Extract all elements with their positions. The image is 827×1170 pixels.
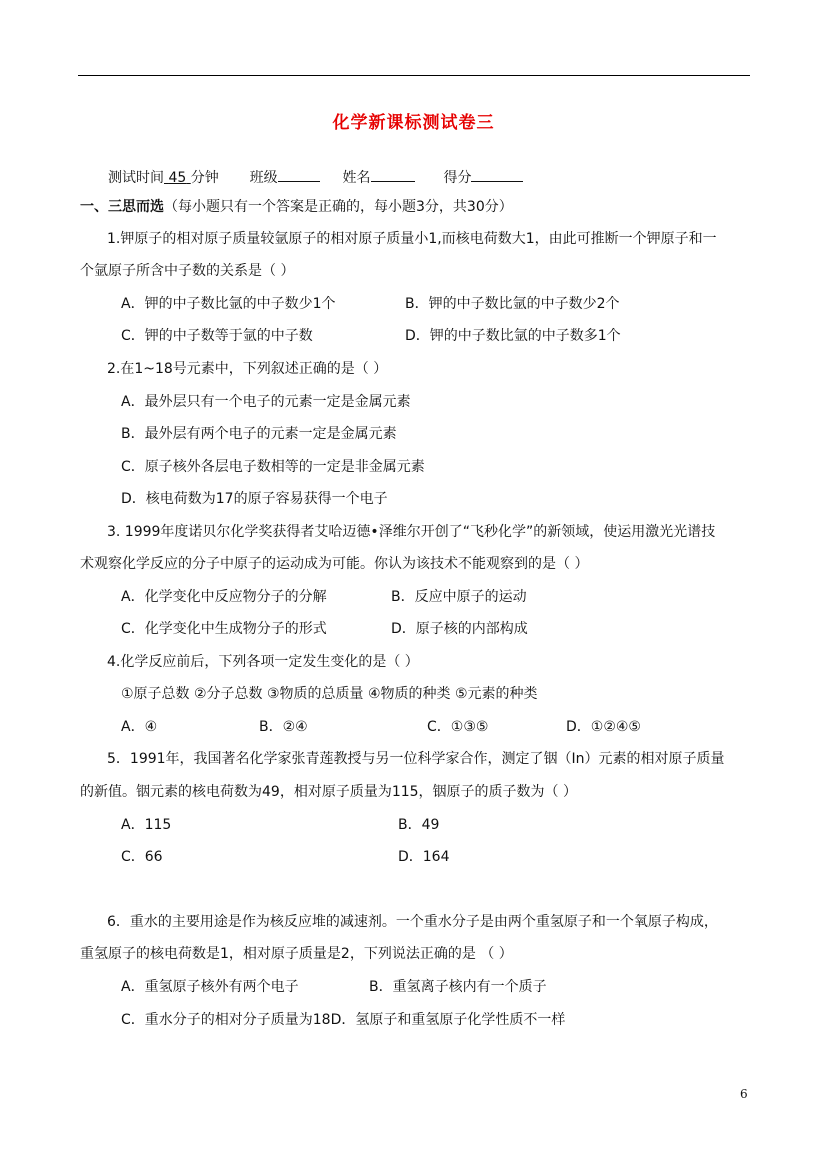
- question-1-option-b: B．钾的中子数比氩的中子数少2个: [405, 296, 620, 312]
- name-field[interactable]: [371, 165, 415, 182]
- page-number: 6: [740, 1087, 748, 1101]
- question-1-option-d: D．钾的中子数比氩的中子数多1个: [405, 328, 621, 344]
- question-1-line-1: 1.钾原子的相对原子质量较氩原子的相对原子质量小1,而核电荷数大1，由此可推断一个钾原子和一: [107, 231, 717, 247]
- section-heading: 一、三思而选（每小题只有一个答案是正确的，每小题3分，共30分）: [80, 199, 513, 215]
- question-5-option-c: C．66: [121, 849, 163, 865]
- question-4-line-1: 4.化学反应前后，下列各项一定发生变化的是（ ）: [107, 654, 419, 670]
- question-3-option-a: A．化学变化中反应物分子的分解: [121, 589, 327, 605]
- question-4-option-b: B．②④: [259, 719, 308, 735]
- question-3-line-1: 3. 1999年度诺贝尔化学奖获得者艾哈迈德•泽维尔开创了“飞秒化学”的新领域，使运用激光光谱技: [107, 524, 716, 540]
- question-3-option-b: B．反应中原子的运动: [391, 589, 527, 605]
- class-label: 班级: [249, 170, 278, 186]
- question-6-option-a: A．重氢原子核外有两个电子: [121, 979, 299, 995]
- question-1-option-c: C．钾的中子数等于氩的中子数: [121, 328, 313, 344]
- question-2-option-a: A．最外层只有一个电子的元素一定是金属元素: [121, 394, 411, 410]
- question-3-option-c: C．化学变化中生成物分子的形式: [121, 621, 327, 637]
- time-value: 45: [168, 170, 187, 186]
- question-5-option-b: B．49: [398, 817, 440, 833]
- question-5-option-a: A．115: [121, 817, 172, 833]
- question-6-line-1: 6．重水的主要用途是作为核反应堆的减速剂。一个重水分子是由两个重氢原子和一个氧原子构成，: [107, 914, 718, 930]
- question-6-line-2: 重氢原子的核电荷数是1，相对原子质量是2，下列说法正确的是 （ ）: [80, 946, 513, 962]
- question-3-line-2: 术观察化学反应的分子中原子的运动成为可能。你认为该技术不能观察到的是（ ）: [80, 556, 589, 572]
- time-unit: 分钟: [190, 170, 219, 186]
- question-4-option-a: A．④: [121, 719, 158, 735]
- page-title: 化学新课标测试卷三: [332, 113, 495, 133]
- question-6-option-cd: C．重水分子的相对分子质量为18D．氢原子和重氢原子化学性质不一样: [121, 1012, 566, 1028]
- score-label: 得分: [443, 170, 472, 186]
- question-5-option-d: D．164: [398, 849, 450, 865]
- class-field[interactable]: [278, 165, 320, 182]
- question-4-items: ①原子总数 ②分子总数 ③物质的总质量 ④物质的种类 ⑤元素的种类: [121, 686, 538, 702]
- question-6-option-b: B．重氢离子核内有一个质子: [369, 979, 547, 995]
- question-1-line-2: 个氩原子所含中子数的关系是（ ）: [80, 263, 295, 279]
- question-5-line-2: 的新值。铟元素的核电荷数为49，相对原子质量为115，铟原子的质子数为（ ）: [80, 784, 577, 800]
- question-4-option-c: C．①③⑤: [427, 719, 489, 735]
- question-5-line-1: 5．1991年，我国著名化学家张青莲教授与另一位科学家合作，测定了铟（In）元素的相对原子质量: [107, 751, 725, 767]
- question-2-line-1: 2.在1~18号元素中，下列叙述正确的是（ ）: [107, 361, 388, 377]
- exam-meta: [108, 165, 523, 188]
- header-rule: [78, 75, 750, 76]
- name-label: 姓名: [342, 170, 371, 186]
- score-field[interactable]: [471, 165, 523, 182]
- question-2-option-d: D．核电荷数为17的原子容易获得一个电子: [121, 491, 388, 507]
- question-3-option-d: D．原子核的内部构成: [391, 621, 528, 637]
- question-2-option-b: B．最外层有两个电子的元素一定是金属元素: [121, 426, 397, 442]
- question-1-option-a: A．钾的中子数比氩的中子数少1个: [121, 296, 336, 312]
- time-label: 测试时间: [108, 170, 164, 186]
- question-4-option-d: D．①②④⑤: [566, 719, 641, 735]
- question-2-option-c: C．原子核外各层电子数相等的一定是非金属元素: [121, 459, 425, 475]
